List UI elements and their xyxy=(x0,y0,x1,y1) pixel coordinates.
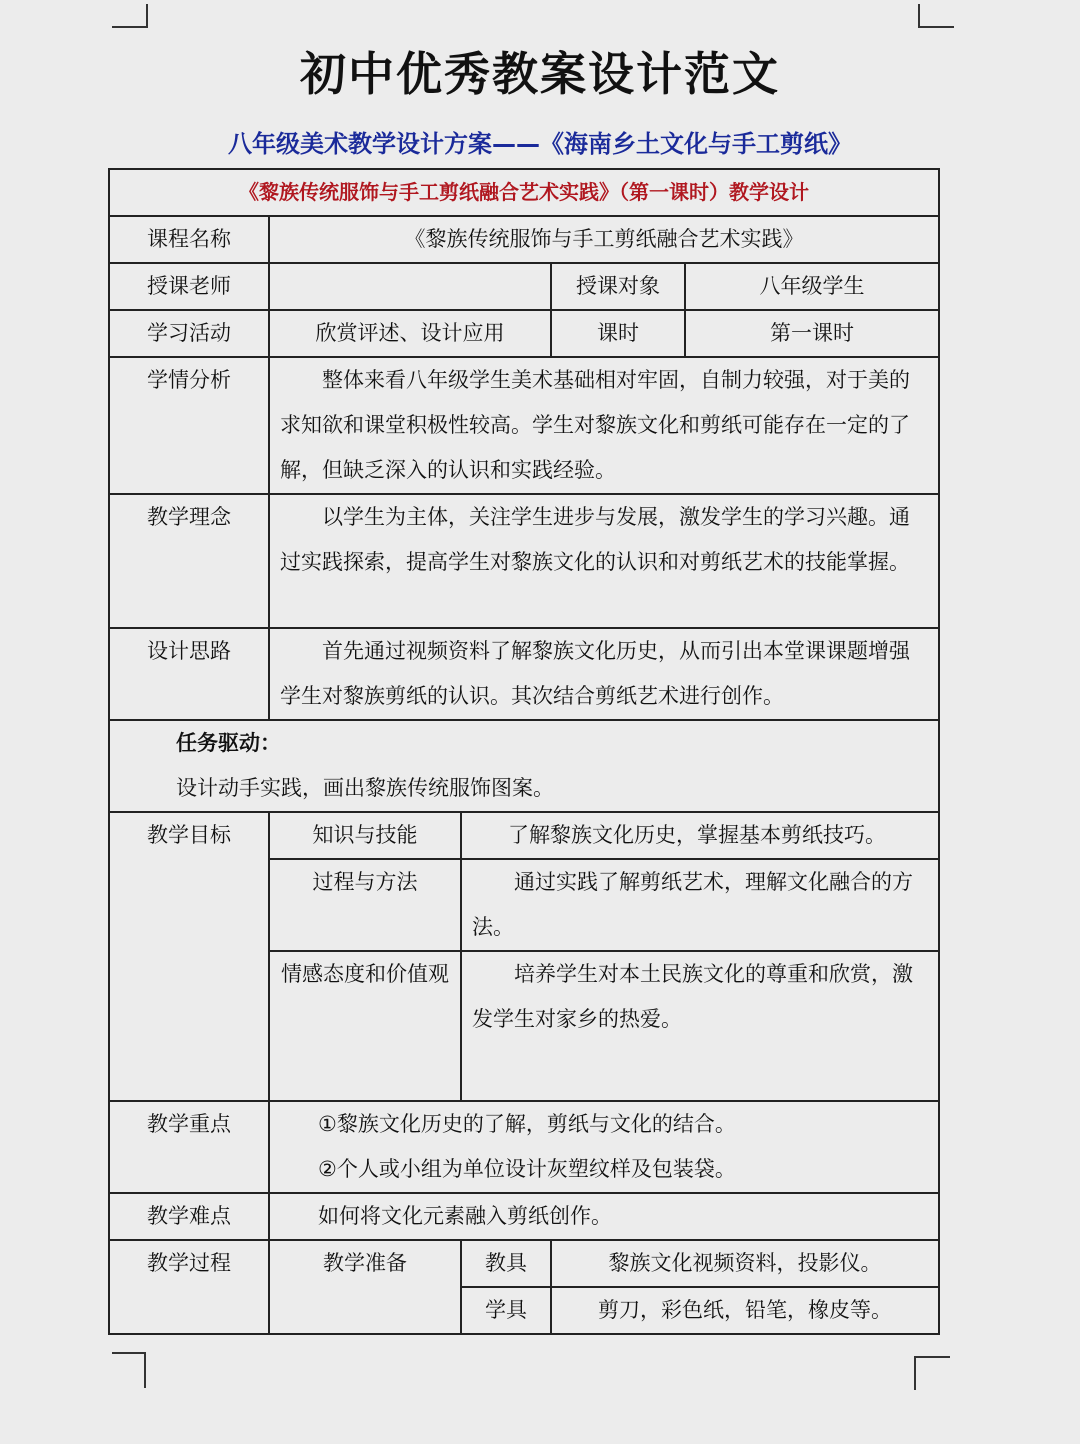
crop-mark-top-right xyxy=(918,4,954,28)
crop-mark-bottom-left xyxy=(112,1352,146,1388)
table-heading: 《黎族传统服饰与手工剪纸融合艺术实践》（第一课时）教学设计 xyxy=(109,169,939,216)
key-point-item: ①黎族文化历史的了解，剪纸与文化的结合。 xyxy=(318,1112,736,1136)
task-section xyxy=(109,720,939,812)
goals-label: 教学目标 xyxy=(109,812,269,1101)
key-points xyxy=(269,1101,939,1193)
teacher-label: 授课老师 xyxy=(109,263,269,310)
concept-label: 教学理念 xyxy=(109,494,269,628)
course-name-value: 《黎族传统服饰与手工剪纸融合艺术实践》 xyxy=(269,216,939,263)
goal-text: 培养学生对本土民族文化的尊重和欣赏，激发学生对家乡的热爱。 xyxy=(461,951,939,1101)
goal-dimension: 过程与方法 xyxy=(269,859,461,951)
page-subtitle: 八年级美术教学设计方案——《海南乡土文化与手工剪纸》 xyxy=(228,130,852,158)
course-name-label: 课程名称 xyxy=(109,216,269,263)
concept-text: 以学生为主体，关注学生进步与发展，激发学生的学习兴趣。通过实践探索，提高学生对黎族文化的认识和对剪纸艺术的技能掌握。 xyxy=(269,494,939,628)
analysis-text: 整体来看八年级学生美术基础相对牢固，自制力较强，对于美的求知欲和课堂积极性较高。学生对黎族文化和剪纸可能存在一定的了解，但缺乏深入的认识和实践经验。 xyxy=(269,357,939,494)
period-label: 课时 xyxy=(551,310,685,357)
difficulty-text: 如何将文化元素融入剪纸创作。 xyxy=(269,1193,939,1240)
crop-mark-bottom-right xyxy=(914,1356,950,1390)
design-label: 设计思路 xyxy=(109,628,269,720)
key-point-item: ②个人或小组为单位设计灰塑纹样及包装袋。 xyxy=(318,1157,736,1181)
goal-text: 通过实践了解剪纸艺术，理解文化融合的方法。 xyxy=(461,859,939,951)
prep-label: 教学准备 xyxy=(269,1240,461,1334)
key-points-label: 教学重点 xyxy=(109,1101,269,1193)
task-title: 任务驱动： xyxy=(176,731,281,755)
activity-value: 欣赏评述、设计应用 xyxy=(269,310,551,357)
period-value: 第一课时 xyxy=(685,310,939,357)
activity-label: 学习活动 xyxy=(109,310,269,357)
goal-text: 了解黎族文化历史，掌握基本剪纸技巧。 xyxy=(461,812,939,859)
analysis-label: 学情分析 xyxy=(109,357,269,494)
task-text: 设计动手实践，画出黎族传统服饰图案。 xyxy=(176,776,554,800)
tool-kind: 教具 xyxy=(461,1240,551,1287)
goal-dimension: 情感态度和价值观 xyxy=(269,951,461,1101)
teacher-value xyxy=(269,263,551,310)
tool-items: 黎族文化视频资料，投影仪。 xyxy=(551,1240,939,1287)
page-title: 初中优秀教案设计范文 xyxy=(300,47,780,101)
goal-dimension: 知识与技能 xyxy=(269,812,461,859)
design-text: 首先通过视频资料了解黎族文化历史，从而引出本堂课课题增强学生对黎族剪纸的认识。其次结合剪纸艺术进行创作。 xyxy=(269,628,939,720)
tool-kind: 学具 xyxy=(461,1287,551,1334)
process-label: 教学过程 xyxy=(109,1240,269,1334)
crop-mark-top-left xyxy=(112,4,148,28)
lesson-plan-table xyxy=(108,168,940,1335)
audience-value: 八年级学生 xyxy=(685,263,939,310)
difficulty-label: 教学难点 xyxy=(109,1193,269,1240)
tool-items: 剪刀，彩色纸，铅笔，橡皮等。 xyxy=(551,1287,939,1334)
audience-label: 授课对象 xyxy=(551,263,685,310)
